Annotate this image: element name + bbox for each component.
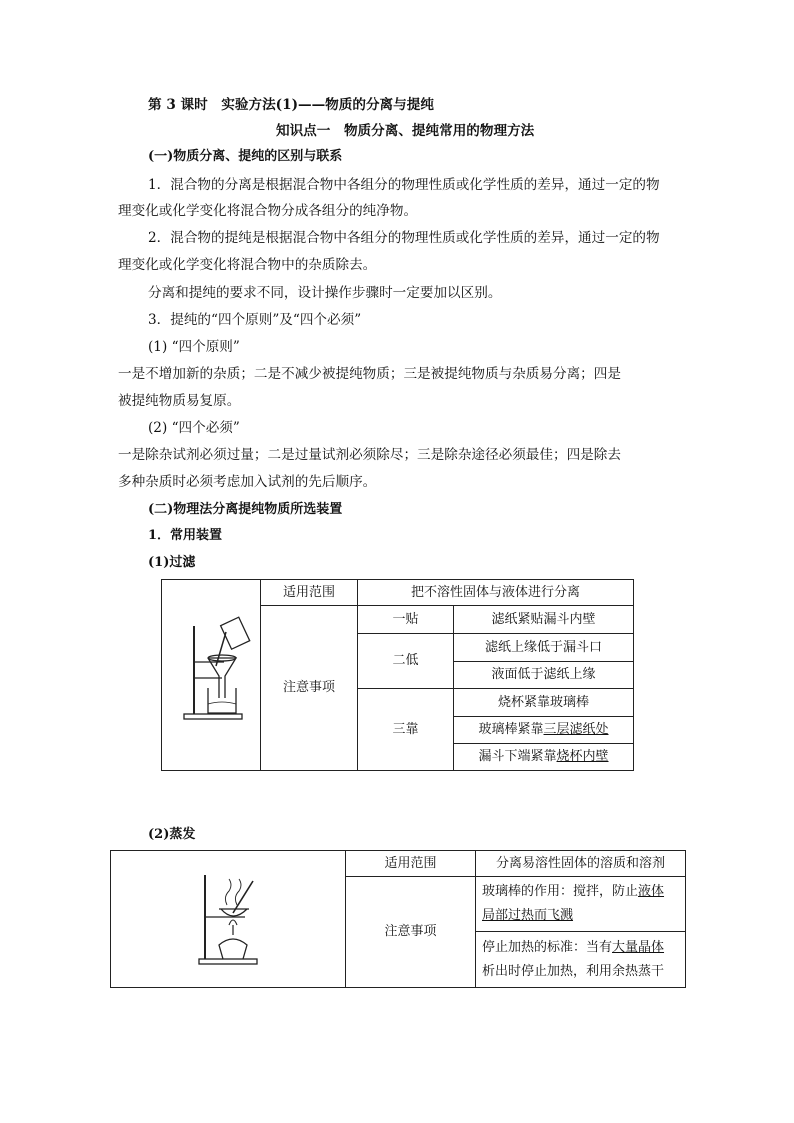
lesson-title: 第 3 课时 实验方法(1)——物质的分离与提纯 xyxy=(148,97,434,113)
sankao-label: 三靠 xyxy=(358,689,454,771)
paragraph-2-line-1: 2．混合物的提纯是根据混合物中各组分的物理性质或化学性质的差异，通过一定的物 xyxy=(148,230,660,246)
evaporation-table xyxy=(110,850,686,988)
section-2-subheading: 1．常用装置 xyxy=(148,528,223,543)
filtration-scope-value: 把不溶性固体与液体进行分离 xyxy=(358,580,634,606)
evaporation-notes-label: 注意事项 xyxy=(346,877,476,988)
evaporation-label: (2)蒸发 xyxy=(148,827,196,842)
yitie-item: 滤纸紧贴漏斗内壁 xyxy=(454,606,634,634)
evaporation-note-2: 停止加热的标准：当有大量晶体 析出时停止加热，利用余热蒸干 xyxy=(476,932,686,988)
filtration-apparatus-cell xyxy=(162,580,261,771)
evaporation-note-1: 玻璃棒的作用：搅拌，防止液体 局部过热而飞溅 xyxy=(476,877,686,932)
four-principles-line-1: 一是不增加新的杂质；二是不减少被提纯物质；三是被提纯物质与杂质易分离；四是 xyxy=(118,366,621,382)
paragraph-1-line-1: 1．混合物的分离是根据混合物中各组分的物理性质或化学性质的差异，通过一定的物 xyxy=(148,177,660,193)
paragraph-3: 分离和提纯的要求不同，设计操作步骤时一定要加以区别。 xyxy=(148,285,502,301)
filtration-table xyxy=(161,579,634,771)
sankao-item-3: 漏斗下端紧靠烧杯内壁 xyxy=(454,744,634,771)
sankao-item-1: 烧杯紧靠玻璃棒 xyxy=(454,689,634,717)
paragraph-4: 3．提纯的“四个原则”及“四个必须” xyxy=(148,312,362,328)
evaporation-apparatus-cell xyxy=(111,851,346,988)
yitie-label: 一贴 xyxy=(358,606,454,634)
filtration-notes-label: 注意事项 xyxy=(261,606,358,771)
evaporation-scope-value: 分离易溶性固体的溶质和溶剂 xyxy=(476,851,686,877)
sankao-item-2: 玻璃棒紧靠三层滤纸处 xyxy=(454,717,634,744)
filtration-apparatus-icon xyxy=(164,580,259,770)
sub-title-four-principles: (1) “四个原则” xyxy=(148,339,240,355)
erdi-item-1: 滤纸上缘低于漏斗口 xyxy=(454,634,634,662)
filtration-label: (1)过滤 xyxy=(148,555,196,570)
evaporation-apparatus-icon xyxy=(113,851,343,987)
section-heading-2: (二)物理法分离提纯物质所选装置 xyxy=(148,502,343,517)
sub-title-four-musts: (2) “四个必须” xyxy=(148,420,240,436)
evaporation-scope-label: 适用范围 xyxy=(346,851,476,877)
four-principles-line-2: 被提纯物质易复原。 xyxy=(118,393,241,409)
erdi-item-2: 液面低于滤纸上缘 xyxy=(454,662,634,689)
four-musts-line-1: 一是除杂试剂必须过量；二是过量试剂必须除尽；三是除杂途径必须最佳；四是除去 xyxy=(118,447,621,463)
erdi-label: 二低 xyxy=(358,634,454,689)
section-heading-1: (一)物质分离、提纯的区别与联系 xyxy=(148,149,343,164)
knowledge-point-heading: 知识点一 物质分离、提纯常用的物理方法 xyxy=(276,123,535,139)
paragraph-1-line-2: 理变化或化学变化将混合物分成各组分的纯净物。 xyxy=(118,203,418,219)
filtration-scope-label: 适用范围 xyxy=(261,580,358,606)
paragraph-2-line-2: 理变化或化学变化将混合物中的杂质除去。 xyxy=(118,257,377,273)
four-musts-line-2: 多种杂质时必须考虑加入试剂的先后顺序。 xyxy=(118,474,377,490)
